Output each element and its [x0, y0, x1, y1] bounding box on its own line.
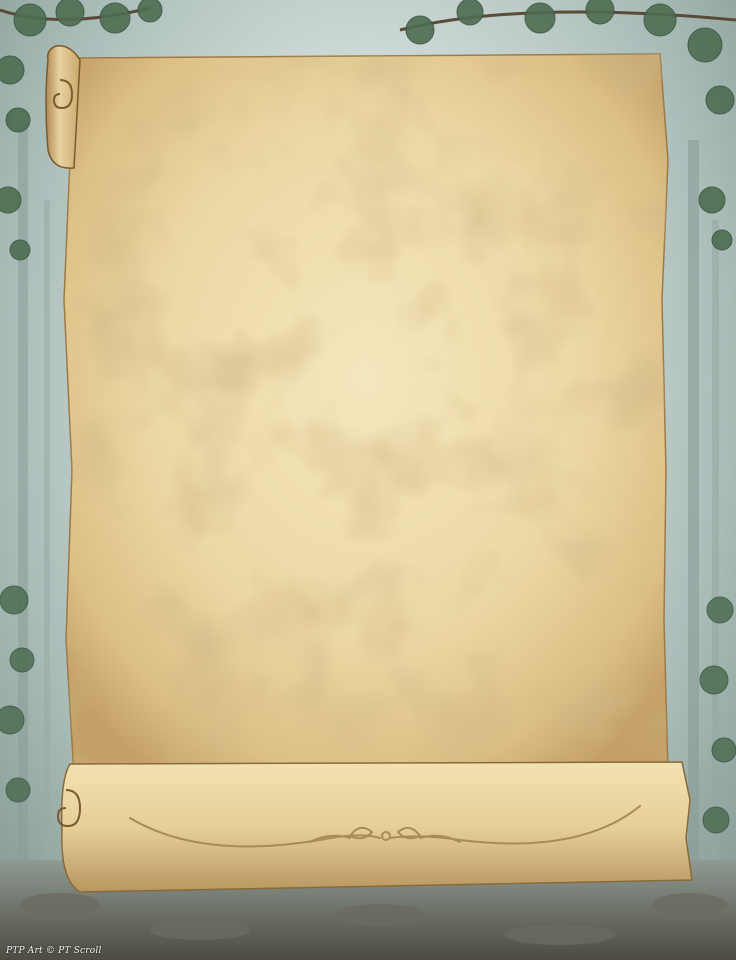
artwork-credit: PTP Art © PT Scroll	[6, 946, 102, 956]
bottom-scroll-roll	[58, 762, 692, 892]
top-scroll-roll	[46, 46, 80, 168]
parchment-sheet	[60, 50, 680, 780]
